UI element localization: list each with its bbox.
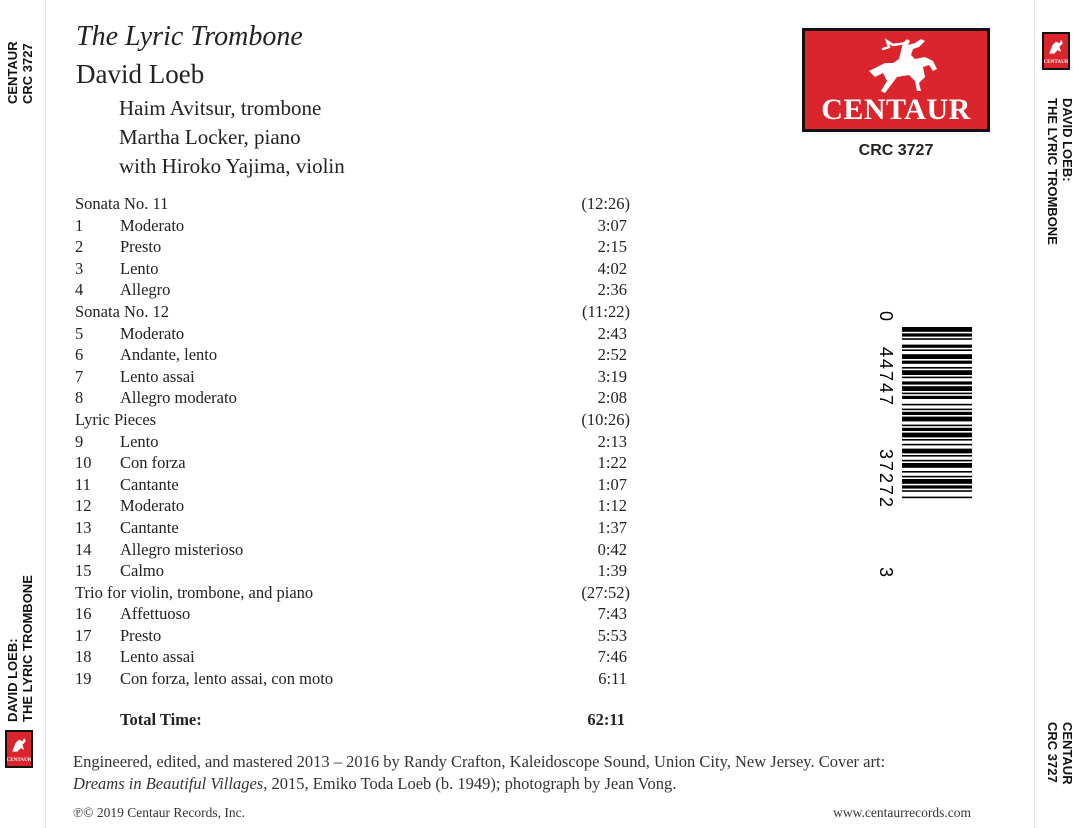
right-spine-logo xyxy=(1042,32,1070,70)
track-row xyxy=(75,560,635,582)
track-row xyxy=(75,603,635,625)
track-row xyxy=(75,387,635,409)
barcode-bar xyxy=(902,370,972,375)
track-row xyxy=(75,474,635,496)
track-title: Con forza xyxy=(120,453,186,473)
work-heading-row xyxy=(75,409,635,431)
track-number: 4 xyxy=(75,280,84,300)
barcode-bar xyxy=(902,417,972,422)
track-title: Cantante xyxy=(120,474,179,494)
track-title: Con forza, lento assai, con moto xyxy=(120,669,334,689)
barcode-group-2: 37272 xyxy=(876,449,896,510)
barcode-bar xyxy=(902,412,972,415)
track-number: 10 xyxy=(75,453,92,473)
work-heading-row xyxy=(75,193,635,215)
barcode-bar xyxy=(902,396,972,399)
barcode-bar xyxy=(902,327,972,332)
work-heading-row xyxy=(75,582,635,604)
mini-logo-text: CENTAUR xyxy=(7,757,31,763)
left-spine-logo xyxy=(5,730,33,768)
track-title: Moderato xyxy=(120,215,185,235)
album-title: The Lyric Trombone xyxy=(76,21,303,52)
right-spine xyxy=(1034,0,1080,828)
credits-line-2 xyxy=(73,773,973,795)
barcode-digit-last: 3 xyxy=(876,567,896,578)
barcode-bar xyxy=(902,444,972,446)
track-row xyxy=(75,215,635,237)
work-duration: (10:26) xyxy=(581,409,630,429)
spine-catalog-text: CRC 3727 xyxy=(20,43,35,104)
track-duration: 2:13 xyxy=(597,431,627,451)
track-title: Allegro misterioso xyxy=(120,539,244,559)
barcode-bar xyxy=(902,338,972,340)
total-time-label: Total Time: xyxy=(120,710,202,729)
track-number: 7 xyxy=(75,366,84,386)
track-duration: 0:42 xyxy=(597,539,627,559)
performer-line: Haim Avitsur, trombone xyxy=(119,96,322,120)
spine-line2: THE LYRIC TROMBONE xyxy=(1045,98,1060,245)
centaur-logo xyxy=(802,28,990,132)
barcode-bar xyxy=(902,460,972,462)
performer-line: Martha Locker, piano xyxy=(119,125,301,149)
track-title: Moderato xyxy=(120,323,185,343)
spine-line1: DAVID LOEB: xyxy=(1060,98,1075,182)
track-row xyxy=(75,258,635,280)
track-title: Cantante xyxy=(120,517,179,537)
barcode-digit-first: 0 xyxy=(876,311,896,322)
track-number: 14 xyxy=(75,539,92,559)
track-duration: 2:36 xyxy=(597,280,627,300)
barcode-bar xyxy=(902,367,972,369)
barcode-bar xyxy=(902,455,972,457)
track-number: 11 xyxy=(75,474,91,494)
track-duration: 3:07 xyxy=(597,215,627,235)
track-number: 13 xyxy=(75,517,92,537)
track-title: Presto xyxy=(120,237,162,257)
barcode-bar xyxy=(902,485,972,488)
spine-brand-text: CENTAUR xyxy=(1060,722,1075,785)
work-name: Lyric Pieces xyxy=(75,409,157,429)
mini-logo-text: CENTAUR xyxy=(1044,59,1068,65)
track-number: 6 xyxy=(75,345,84,365)
track-duration: 7:46 xyxy=(597,647,627,667)
track-row xyxy=(75,452,635,474)
barcode-bar xyxy=(902,377,972,379)
track-row xyxy=(75,366,635,388)
barcode-bar xyxy=(902,439,972,441)
barcode-bar xyxy=(902,404,972,406)
track-number: 15 xyxy=(75,561,92,581)
track-number: 18 xyxy=(75,647,92,667)
logo-text: CENTAUR xyxy=(821,93,971,126)
track-duration: 1:39 xyxy=(597,561,627,581)
barcode-group-1: 44747 xyxy=(876,347,896,408)
right-spine-brand xyxy=(1045,722,1075,785)
track-duration: 1:12 xyxy=(597,496,627,516)
track-number: 17 xyxy=(75,625,92,645)
barcode-bar xyxy=(902,361,972,364)
track-title: Allegro moderato xyxy=(120,388,237,408)
track-row xyxy=(75,495,635,517)
work-suffix: for violin, trombone, and piano xyxy=(102,582,314,602)
track-duration: 2:15 xyxy=(597,237,627,257)
work-name: Sonata No. 11 xyxy=(75,194,169,213)
track-duration: 6:11 xyxy=(598,669,627,689)
credits xyxy=(73,751,973,795)
track-row xyxy=(75,236,635,258)
left-spine xyxy=(0,0,46,828)
track-duration: 3:19 xyxy=(597,366,627,386)
barcode-bar xyxy=(902,409,972,411)
left-spine-brand xyxy=(5,41,35,104)
track-title: Andante, lento xyxy=(120,345,218,365)
track-number: 12 xyxy=(75,496,92,516)
credits-line-1: Engineered, edited, and mastered 2013 – 2016 by Randy Crafton, Kaleidoscope Sound, Union City, New Jersey. Cover art: xyxy=(73,752,886,771)
work-name: Sonata No. 12 xyxy=(75,301,169,321)
barcode-bar xyxy=(902,333,972,336)
performer-line: with Hiroko Yajima, violin xyxy=(119,154,345,178)
barcode-bar xyxy=(902,386,972,391)
track-title: Calmo xyxy=(120,561,164,581)
track-number: 2 xyxy=(75,237,84,257)
barcode-bar xyxy=(902,479,972,484)
barcode-bar xyxy=(902,345,972,348)
spine-line2: THE LYRIC TROMBONE xyxy=(20,575,35,722)
track-duration: 7:43 xyxy=(597,604,627,624)
work-duration: (12:26) xyxy=(581,194,630,213)
spine-brand-text: CENTAUR xyxy=(5,41,20,104)
track-row xyxy=(75,344,635,366)
composer-name: David Loeb xyxy=(76,59,205,89)
track-title: Affettuoso xyxy=(120,604,191,624)
track-row xyxy=(75,431,635,453)
work-title xyxy=(75,193,168,215)
barcode-bar xyxy=(902,354,972,359)
catalog-number: CRC 3727 xyxy=(858,142,934,159)
work-title xyxy=(75,582,313,604)
barcode-bar xyxy=(902,428,972,431)
centaur-horse-icon xyxy=(863,37,941,95)
work-heading-row xyxy=(75,301,635,323)
track-duration: 1:22 xyxy=(597,453,627,473)
track-row xyxy=(75,625,635,647)
track-title: Lento xyxy=(120,431,159,451)
track-duration: 1:37 xyxy=(597,517,627,537)
barcode xyxy=(868,305,978,590)
track-title: Lento assai xyxy=(120,366,195,386)
right-spine-title xyxy=(1045,98,1075,245)
barcode-bar xyxy=(902,449,972,454)
track-duration: 4:02 xyxy=(597,258,627,278)
album-header xyxy=(76,18,345,181)
track-list xyxy=(75,193,635,690)
barcode-bar xyxy=(902,471,972,473)
barcode-graphic xyxy=(868,305,978,590)
track-number: 1 xyxy=(75,215,84,235)
work-duration: (11:22) xyxy=(582,301,630,321)
track-duration: 5:53 xyxy=(597,625,627,645)
spine-catalog-text: CRC 3727 xyxy=(1045,722,1060,783)
barcode-bar xyxy=(902,490,972,492)
track-row xyxy=(75,517,635,539)
track-title: Allegro xyxy=(120,280,171,300)
track-title: Lento xyxy=(120,258,159,278)
track-number: 19 xyxy=(75,669,92,689)
track-title: Lento assai xyxy=(120,647,195,667)
work-duration: (27:52) xyxy=(581,582,630,602)
track-duration: 2:52 xyxy=(597,345,627,365)
copyright-notice: ℗© 2019 Centaur Records, Inc. xyxy=(73,805,245,820)
total-time-value: 62:11 xyxy=(587,710,625,729)
centaur-mini-icon xyxy=(1044,34,1068,68)
website-link[interactable]: www.centaurrecords.com xyxy=(833,805,971,820)
track-number: 8 xyxy=(75,388,84,408)
credits-line-2-rest: , 2015, Emiko Toda Loeb (b. 1949); photograph by Jean Vong. xyxy=(263,774,677,793)
track-row xyxy=(75,323,635,345)
spine-line1: DAVID LOEB: xyxy=(5,638,20,722)
track-duration: 2:43 xyxy=(597,323,627,343)
track-number: 9 xyxy=(75,431,84,451)
barcode-bar xyxy=(902,381,972,384)
barcode-bar xyxy=(902,497,972,499)
track-duration: 1:07 xyxy=(597,474,627,494)
barcode-bar xyxy=(902,476,972,478)
track-number: 3 xyxy=(75,258,84,278)
work-name: Trio xyxy=(75,582,103,602)
barcode-bar xyxy=(902,393,972,395)
track-row xyxy=(75,539,635,561)
work-title xyxy=(75,409,156,431)
track-number: 5 xyxy=(75,323,84,343)
track-duration: 2:08 xyxy=(597,388,627,408)
barcode-bar xyxy=(902,463,972,468)
track-title: Presto xyxy=(120,625,162,645)
track-row xyxy=(75,668,635,690)
track-number: 16 xyxy=(75,604,92,624)
barcode-bar xyxy=(902,349,972,351)
track-row xyxy=(75,646,635,668)
centaur-mini-icon xyxy=(7,732,31,766)
work-title xyxy=(75,301,169,323)
artwork-title: Dreams in Beautiful Villages xyxy=(73,774,264,793)
track-row xyxy=(75,279,635,301)
barcode-bar xyxy=(902,425,972,427)
left-spine-title xyxy=(5,575,35,722)
track-title: Moderato xyxy=(120,496,185,516)
barcode-bar xyxy=(902,433,972,438)
